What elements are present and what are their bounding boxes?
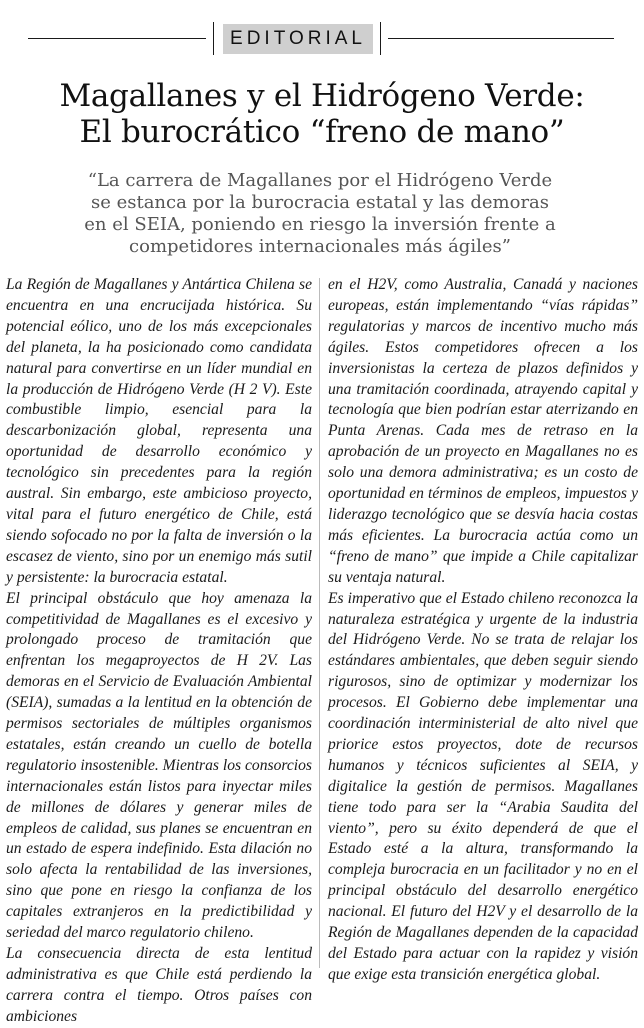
- article-paragraph: La Región de Magallanes y Antártica Chilena se encuentra en una encrucijada histórica. Su potencial eólico, uno de los más excepcionales del planeta, la ha posicionado como candidata natural para convertirse en un líder mundial en la producción de Hidrógeno Verde (H 2 V). Este combustible limpio, esencial para la descarbonización global, representa una oportunidad de desarrollo económico y tecnológico sin precedentes para la región austral. Sin embargo, este ambicioso proyecto, vital para el futuro energético de Chile, está siendo sofocado no por la falta de inversión o la escasez de viento, sino por un enemigo más sutil y persistente: la burocracia estatal.: [6, 276, 312, 586]
- pull-quote-line-4: competidores internacionales más ágiles”: [129, 236, 511, 257]
- article-column-left: [6, 275, 312, 1025]
- pull-quote-line-3: en el SEIA, poniendo en riesgo la inversión frente a: [84, 214, 556, 235]
- article-column-right: [328, 275, 638, 983]
- header-rule-right: [388, 38, 614, 39]
- pull-quote-line-1: “La carrera de Magallanes por el Hidrógeno Verde: [87, 170, 553, 191]
- headline-line-2: El burocrático “freno de mano”: [79, 114, 565, 150]
- pull-quote: [40, 170, 600, 258]
- section-label: EDITORIAL: [223, 24, 373, 54]
- headline-line-1: Magallanes y el Hidrógeno Verde:: [59, 78, 585, 114]
- article-paragraph: Es imperativo que el Estado chileno reconozca la naturaleza estratégica y urgente de la industria del Hidrógeno Verde. No se trata de relajar los estándares ambientales, que deben seguir siendo rigurosos, sino de optimizar y modernizar los procesos. El Gobierno debe implementar una coordinación interministerial de alto nivel que priorice estos proyectos, dote de recursos humanos y técnicos suficientes al SEIA, y digitalice la gestión de permisos. Magallanes tiene todo para ser la “Arabia Saudita del viento”, pero su éxito dependerá de que el Estado esté a la altura, transformando la compleja burocracia en un facilitador y no en el principal obstáculo del desarrollo energético nacional. El futuro del H2V y el desarrollo de la Región de Magallanes dependen de la capacidad del Estado para actuar con la rapidez y visión que exige esta transición energética global.: [328, 589, 638, 983]
- column-divider: [319, 278, 320, 968]
- header-tick-left: [213, 22, 214, 55]
- header-rule-left: [28, 38, 206, 39]
- header-tick-right: [380, 22, 381, 55]
- article-paragraph: La consecuencia directa de esta lentitud administrativa es que Chile está perdiendo la carrera contra el tiempo. Otros países con ambiciones: [6, 945, 312, 1025]
- headline: [0, 78, 644, 150]
- article-paragraph: El principal obstáculo que hoy amenaza la competitividad de Magallanes es el excesivo y prolongado proceso de tramitación que enfrentan los megaproyectos de H 2V. Las demoras en el Servicio de Evaluación Ambiental (SEIA), sumadas a la lentitud en la obtención de permisos sectoriales de múltiples organismos estatales, están creando un cuello de botella regulatorio insostenible. Mientras los consorcios internacionales están listos para inyectar miles de millones de dólares y generar miles de empleos de calidad, sus planes se encuentran en un estado de espera indefinido. Esta dilación no solo afecta la rentabilidad de las inversiones, sino que pone en riesgo la confianza de los capitales extranjeros en la predictibilidad y seriedad del marco regulatorio chileno.: [6, 589, 312, 942]
- pull-quote-line-2: se estanca por la burocracia estatal y las demoras: [90, 192, 550, 213]
- article-paragraph: en el H2V, como Australia, Canadá y naciones europeas, están implementando “vías rápidas” regulatorias y marcos de incentivo mucho más ágiles. Estos competidores ofrecen a los inversionistas la certeza de plazos definidos y una tramitación coordinada, atrayendo capital y tecnología que bien podrían estar aterrizando en Punta Arenas. Cada mes de retraso en la aprobación de un proyecto en Magallanes no es solo una demora administrativa; es un costo de oportunidad en términos de empleos, impuestos y liderazgo tecnológico que se desvía hacia costas más eficientes. La burocracia actúa como un “freno de mano” que impide a Chile capitalizar su ventaja natural.: [328, 276, 638, 586]
